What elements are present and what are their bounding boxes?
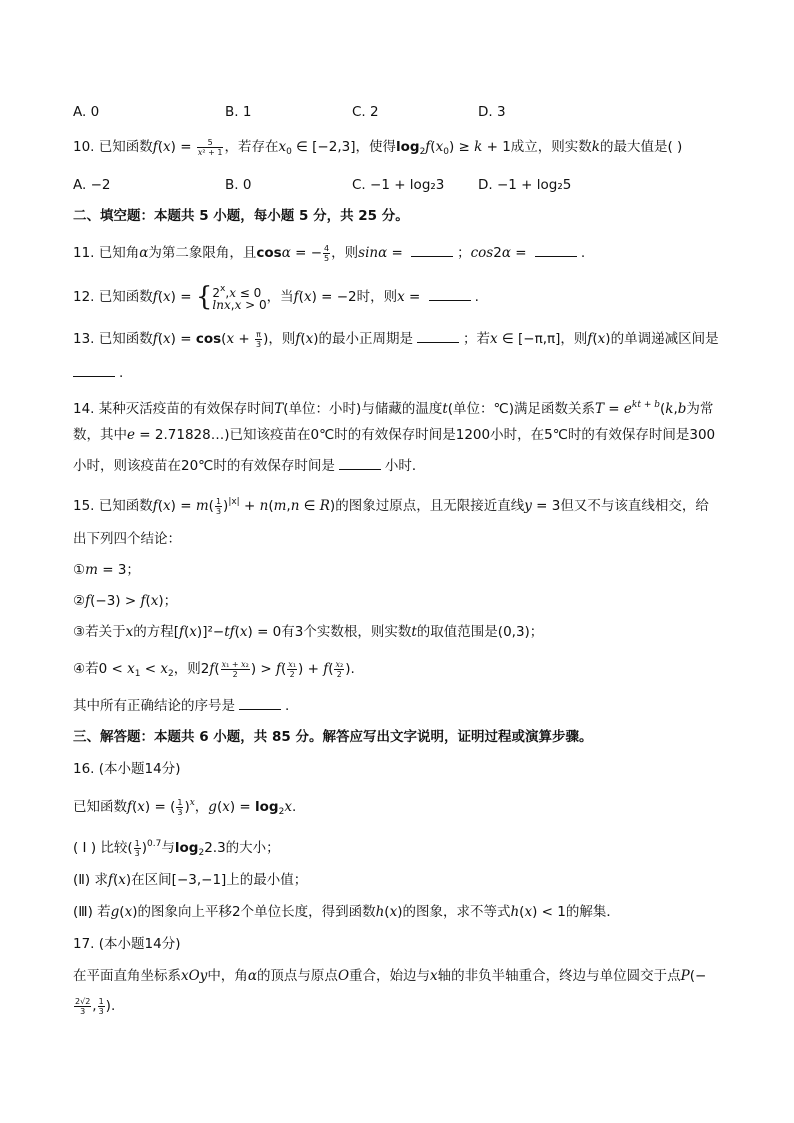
- q15-conclusion-4: ④若$0 < x_1 < x_2$，则2f( $\frac{\text{x₁ + x₂}}{2}$ ) > f( $\frac{\text{x₁}}{2}$ ) + f( $\frac{\text{x₂}}{2}$ ).: [73, 659, 355, 679]
- q13-stem: 13. 已知函数f(x) = cos(x + $\frac{\pi}{3}$ )，则f(x)的最小正周期是 ；若x ∈ [−π,π]，则f(x)的单调递减区间是: [73, 329, 719, 349]
- q10-choice-a: A. −2: [73, 177, 111, 193]
- q15-line-1: 15. 已知函数f(x) = m( $\frac{1}{3}$ )$^{|x|}$ + n(m,n ∈ R)的图象过原点，且无限接近直线y = 3但又不与该直线相交，给: [73, 496, 709, 516]
- q15-conclusion-3: ③若关于x的方程[f(x)]²−tf(x) = 0有3个实数根，则实数t的取值范围是(0,3)；: [73, 624, 544, 640]
- q15-line-2: 出下列四个结论：: [73, 531, 181, 547]
- q12-blank: [429, 286, 471, 301]
- q13-blank-2: [73, 362, 115, 377]
- section-3-heading: 三、解答题：本题共 6 小题，共 85 分。解答应写出文字说明，证明过程或演算步骤。: [73, 729, 593, 745]
- section-2-heading: 二、填空题：本题共 5 小题，每小题 5 分，共 25 分。: [73, 208, 409, 224]
- q16-stem: 已知函数f(x) = ( $\frac{1}{3}$ )$^x$，$g(x) = \log_2x$.: [73, 797, 297, 817]
- q15-conclusion-1: ①m = 3；: [73, 562, 140, 578]
- q16-part-3: (Ⅲ) 若g(x)的图象向上平移2个单位长度，得到函数h(x)的图象，求不等式h(x) < 1的解集．: [73, 904, 620, 920]
- q15-answer-line: 其中所有正确结论的序号是 .: [73, 695, 289, 716]
- q15-conclusion-2: ②f(−3) > f(x)；: [73, 593, 178, 609]
- q15-blank: [239, 695, 281, 710]
- q17-heading: 17. (本小题14分): [73, 936, 181, 952]
- q14-line-3: 小时，则该疫苗在20℃时的有效保存时间是 小时．: [73, 455, 425, 476]
- q11-blank-1: [411, 242, 453, 257]
- q17-line-2: $\frac{2√2}{3}$ , $\frac{1}{3}$ ).: [75, 996, 116, 1016]
- q10-stem: 10. 已知函数f(x) = $\frac{5}{\text{x² + 1}}$ ，若存在$x_0$ ∈ [−2,3]，使得$\log_2f(x_0) \ge k + 1$成立，则实数k的最大值是( ): [73, 137, 683, 157]
- q14-line-1: 14. 某种灭活疫苗的有效保存时间T(单位：小时)与储藏的温度t(单位：℃)满足函数关系$T = e^{kt + b}(k,b$为常: [73, 400, 714, 417]
- q9-choice-c: C. 2: [352, 104, 379, 120]
- q9-choice-b: B. 1: [225, 104, 252, 120]
- q13-blank-1: [417, 328, 459, 343]
- q10-choice-c: C. −1 + log₂3: [352, 177, 445, 193]
- q12-stem: 12. 已知函数f(x) = { $2^x,x \le 0$ lnx,x > 0 ，当f(x) = −2时，则x = .: [73, 282, 479, 312]
- q11-stem: 11. 已知角α为第二象限角，且cosα = − $\frac{4}{5}$ ，则sinα = ；cos2α = .: [73, 243, 586, 263]
- q9-choice-d: D. 3: [478, 104, 506, 120]
- q16-part-1: ( I ) 比较( $\frac{1}{3}$ )$^{0.7}$与$\log_22.3$的大小；: [73, 838, 280, 858]
- q10-choice-b: B. 0: [225, 177, 252, 193]
- q13-line-2: .: [73, 362, 123, 383]
- q11-blank-2: [535, 242, 577, 257]
- q17-line-1: 在平面直角坐标系xOy中，角α的顶点与原点O重合，始边与x轴的非负半轴重合，终边与单位圆交于点P(−: [73, 968, 707, 984]
- q14-blank: [339, 455, 381, 470]
- q16-part-2: (Ⅱ) 求f(x)在区间[−3,−1]上的最小值；: [73, 872, 308, 888]
- q10-choice-d: D. −1 + log₂5: [478, 177, 572, 193]
- q9-choice-a: A. 0: [73, 104, 100, 120]
- q16-heading: 16. (本小题14分): [73, 761, 181, 777]
- q14-line-2: 数，其中e = 2.71828…)已知该疫苗在0℃时的有效保存时间是1200小时，在5℃时的有效保存时间是300: [73, 427, 716, 443]
